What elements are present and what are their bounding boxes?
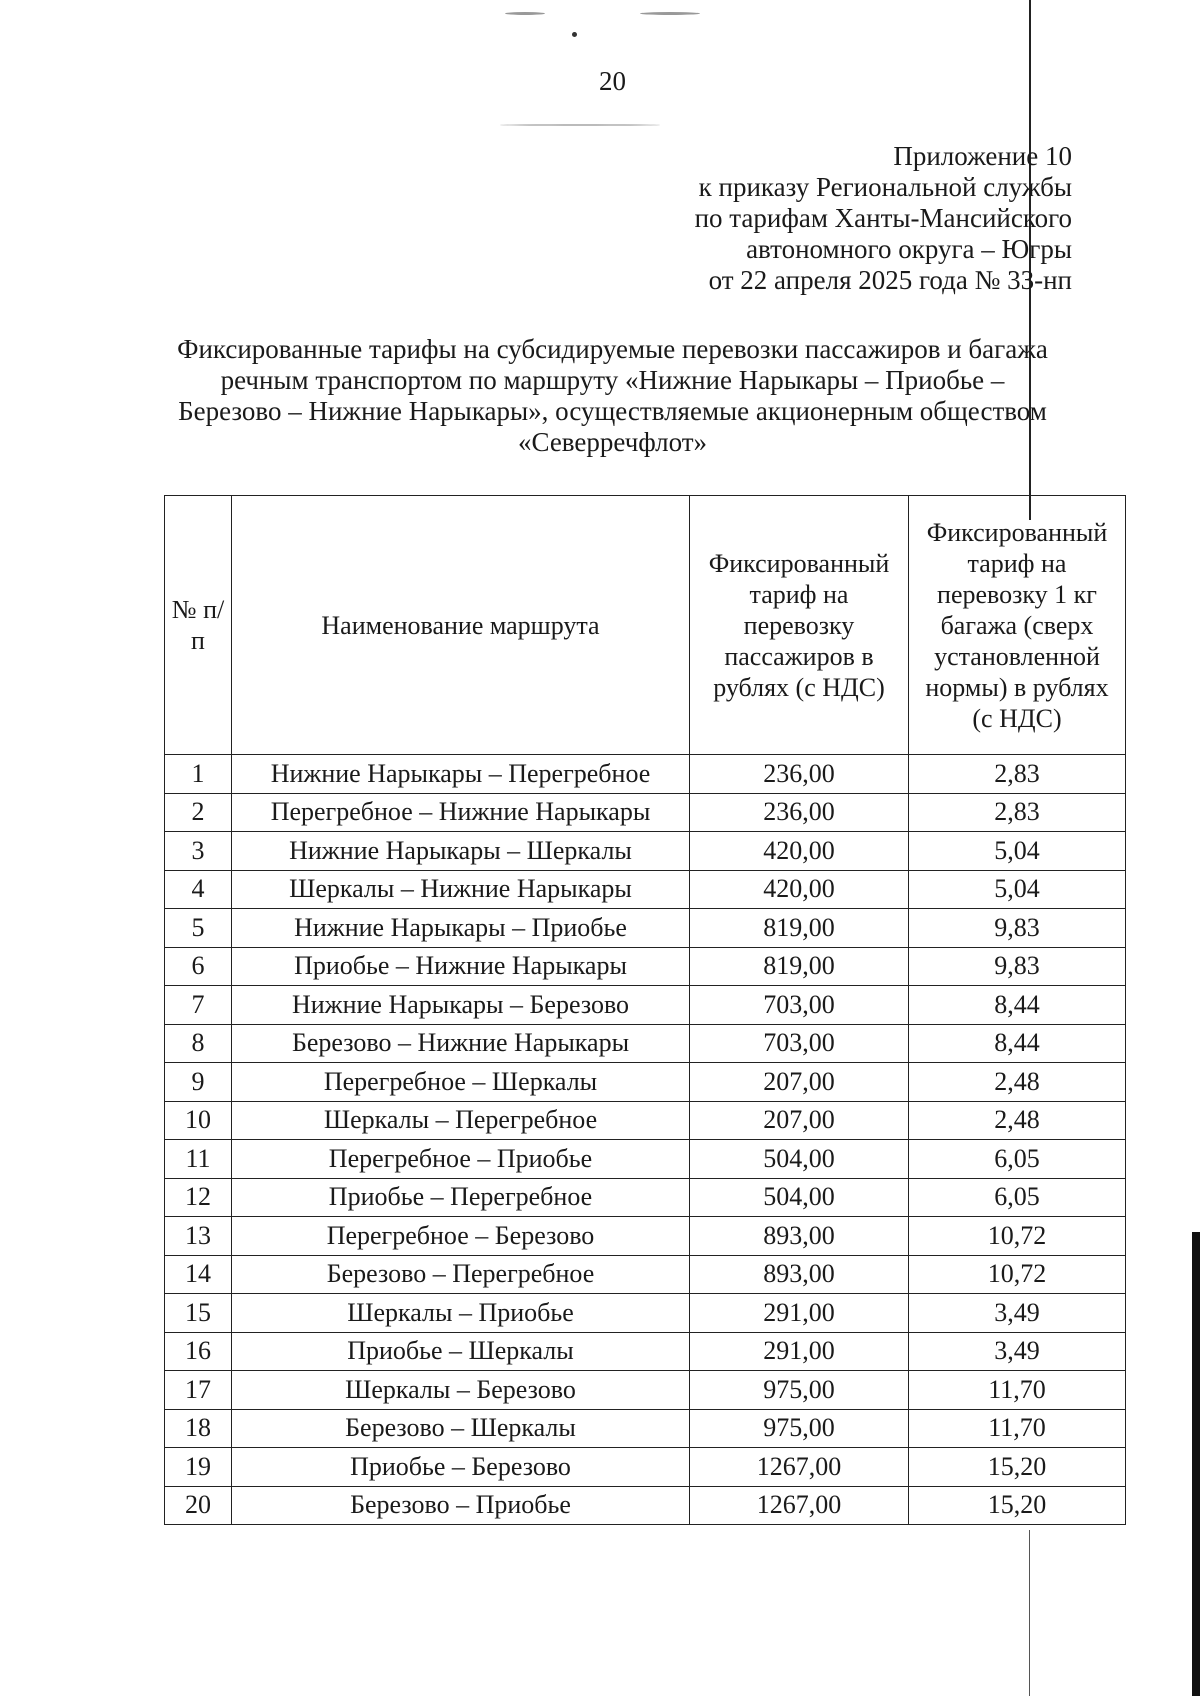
row-number: 3 [165, 832, 232, 871]
route-name: Нижние Нарыкары – Шеркалы [232, 832, 690, 871]
title-line: речным транспортом по маршруту «Нижние Нарыкары – Приобье – [220, 365, 1005, 395]
table-header-row [165, 496, 1126, 755]
row-number: 8 [165, 1024, 232, 1063]
passenger-tariff: 504,00 [690, 1140, 909, 1179]
table-row [165, 947, 1126, 986]
passenger-tariff: 1267,00 [690, 1486, 909, 1525]
baggage-tariff: 8,44 [909, 986, 1126, 1025]
appendix-line: к приказу Региональной службы [698, 172, 1072, 202]
route-name: Березово – Нижние Нарыкары [232, 1024, 690, 1063]
scan-speck [500, 124, 660, 126]
passenger-tariff: 975,00 [690, 1409, 909, 1448]
row-number: 18 [165, 1409, 232, 1448]
passenger-tariff: 236,00 [690, 755, 909, 794]
row-number: 16 [165, 1332, 232, 1371]
baggage-tariff: 5,04 [909, 832, 1126, 871]
table-row [165, 793, 1126, 832]
passenger-tariff: 1267,00 [690, 1448, 909, 1487]
appendix-line: от 22 апреля 2025 года № 33-нп [708, 265, 1072, 295]
scan-artifact-vertical-line-lower [1029, 1530, 1030, 1696]
route-name: Перегребное – Приобье [232, 1140, 690, 1179]
header-number: № п/п [165, 496, 232, 755]
baggage-tariff: 10,72 [909, 1217, 1126, 1256]
scan-artifact-edge-mark [1192, 1232, 1200, 1696]
route-name: Березово – Перегребное [232, 1255, 690, 1294]
route-name: Нижние Нарыкары – Перегребное [232, 755, 690, 794]
scan-speck [640, 12, 700, 15]
row-number: 20 [165, 1486, 232, 1525]
route-name: Приобье – Березово [232, 1448, 690, 1487]
route-name: Перегребное – Нижние Нарыкары [232, 793, 690, 832]
passenger-tariff: 420,00 [690, 832, 909, 871]
title-line: Фиксированные тарифы на субсидируемые перевозки пассажиров и багажа [177, 334, 1048, 364]
row-number: 4 [165, 870, 232, 909]
baggage-tariff: 10,72 [909, 1255, 1126, 1294]
passenger-tariff: 703,00 [690, 986, 909, 1025]
route-name: Шеркалы – Приобье [232, 1294, 690, 1333]
baggage-tariff: 15,20 [909, 1486, 1126, 1525]
scan-speck [505, 12, 545, 15]
route-name: Нижние Нарыкары – Березово [232, 986, 690, 1025]
document-title [150, 334, 1075, 458]
baggage-tariff: 3,49 [909, 1294, 1126, 1333]
table-body [165, 755, 1126, 1525]
route-name: Шеркалы – Перегребное [232, 1101, 690, 1140]
table-row [165, 1448, 1126, 1487]
row-number: 1 [165, 755, 232, 794]
passenger-tariff: 975,00 [690, 1371, 909, 1410]
route-name: Приобье – Шеркалы [232, 1332, 690, 1371]
table-row [165, 1332, 1126, 1371]
baggage-tariff: 6,05 [909, 1140, 1126, 1179]
route-name: Шеркалы – Березово [232, 1371, 690, 1410]
appendix-header [695, 141, 1072, 296]
route-name: Березово – Приобье [232, 1486, 690, 1525]
route-name: Приобье – Нижние Нарыкары [232, 947, 690, 986]
baggage-tariff: 11,70 [909, 1371, 1126, 1410]
passenger-tariff: 291,00 [690, 1332, 909, 1371]
row-number: 9 [165, 1063, 232, 1102]
table-row [165, 1255, 1126, 1294]
passenger-tariff: 504,00 [690, 1178, 909, 1217]
title-line: Березово – Нижние Нарыкары», осуществляемые акционерным обществом [178, 396, 1047, 426]
row-number: 13 [165, 1217, 232, 1256]
baggage-tariff: 2,83 [909, 755, 1126, 794]
row-number: 14 [165, 1255, 232, 1294]
appendix-line: автономного округа – Югры [746, 234, 1072, 264]
row-number: 7 [165, 986, 232, 1025]
table-row [165, 1101, 1126, 1140]
passenger-tariff: 420,00 [690, 870, 909, 909]
row-number: 11 [165, 1140, 232, 1179]
baggage-tariff: 5,04 [909, 870, 1126, 909]
table-row [165, 1140, 1126, 1179]
row-number: 2 [165, 793, 232, 832]
table-row [165, 1063, 1126, 1102]
route-name: Нижние Нарыкары – Приобье [232, 909, 690, 948]
row-number: 12 [165, 1178, 232, 1217]
table-row [165, 1024, 1126, 1063]
table-row [165, 1486, 1126, 1525]
baggage-tariff: 15,20 [909, 1448, 1126, 1487]
passenger-tariff: 819,00 [690, 947, 909, 986]
page-number: 20 [599, 66, 626, 96]
baggage-tariff: 3,49 [909, 1332, 1126, 1371]
title-line: «Северречфлот» [517, 427, 708, 457]
route-name: Перегребное – Шеркалы [232, 1063, 690, 1102]
baggage-tariff: 6,05 [909, 1178, 1126, 1217]
row-number: 6 [165, 947, 232, 986]
row-number: 10 [165, 1101, 232, 1140]
header-baggage-tariff: Фиксированный тариф на перевозку 1 кг багажа (сверх установленной нормы) в рублях (с НДС) [909, 496, 1126, 755]
passenger-tariff: 207,00 [690, 1063, 909, 1102]
table-row [165, 1178, 1126, 1217]
route-name: Березово – Шеркалы [232, 1409, 690, 1448]
appendix-line: Приложение 10 [893, 141, 1072, 171]
table-row [165, 986, 1126, 1025]
table-row [165, 832, 1126, 871]
route-name: Перегребное – Березово [232, 1217, 690, 1256]
appendix-line: по тарифам Ханты-Мансийского [694, 203, 1072, 233]
row-number: 19 [165, 1448, 232, 1487]
row-number: 5 [165, 909, 232, 948]
baggage-tariff: 2,83 [909, 793, 1126, 832]
passenger-tariff: 893,00 [690, 1255, 909, 1294]
passenger-tariff: 819,00 [690, 909, 909, 948]
table-row [165, 755, 1126, 794]
table-row [165, 1409, 1126, 1448]
baggage-tariff: 9,83 [909, 909, 1126, 948]
header-route: Наименование маршрута [232, 496, 690, 755]
passenger-tariff: 291,00 [690, 1294, 909, 1333]
passenger-tariff: 893,00 [690, 1217, 909, 1256]
route-name: Шеркалы – Нижние Нарыкары [232, 870, 690, 909]
route-name: Приобье – Перегребное [232, 1178, 690, 1217]
row-number: 17 [165, 1371, 232, 1410]
baggage-tariff: 9,83 [909, 947, 1126, 986]
baggage-tariff: 8,44 [909, 1024, 1126, 1063]
table-row [165, 1371, 1126, 1410]
passenger-tariff: 236,00 [690, 793, 909, 832]
table-row [165, 1294, 1126, 1333]
header-passenger-tariff: Фиксированный тариф на перевозку пассажиров в рублях (с НДС) [690, 496, 909, 755]
passenger-tariff: 703,00 [690, 1024, 909, 1063]
row-number: 15 [165, 1294, 232, 1333]
baggage-tariff: 11,70 [909, 1409, 1126, 1448]
table-row [165, 909, 1126, 948]
tariffs-table [164, 495, 1126, 1525]
scan-speck [572, 32, 577, 37]
table-row [165, 1217, 1126, 1256]
table-row [165, 870, 1126, 909]
passenger-tariff: 207,00 [690, 1101, 909, 1140]
baggage-tariff: 2,48 [909, 1063, 1126, 1102]
baggage-tariff: 2,48 [909, 1101, 1126, 1140]
